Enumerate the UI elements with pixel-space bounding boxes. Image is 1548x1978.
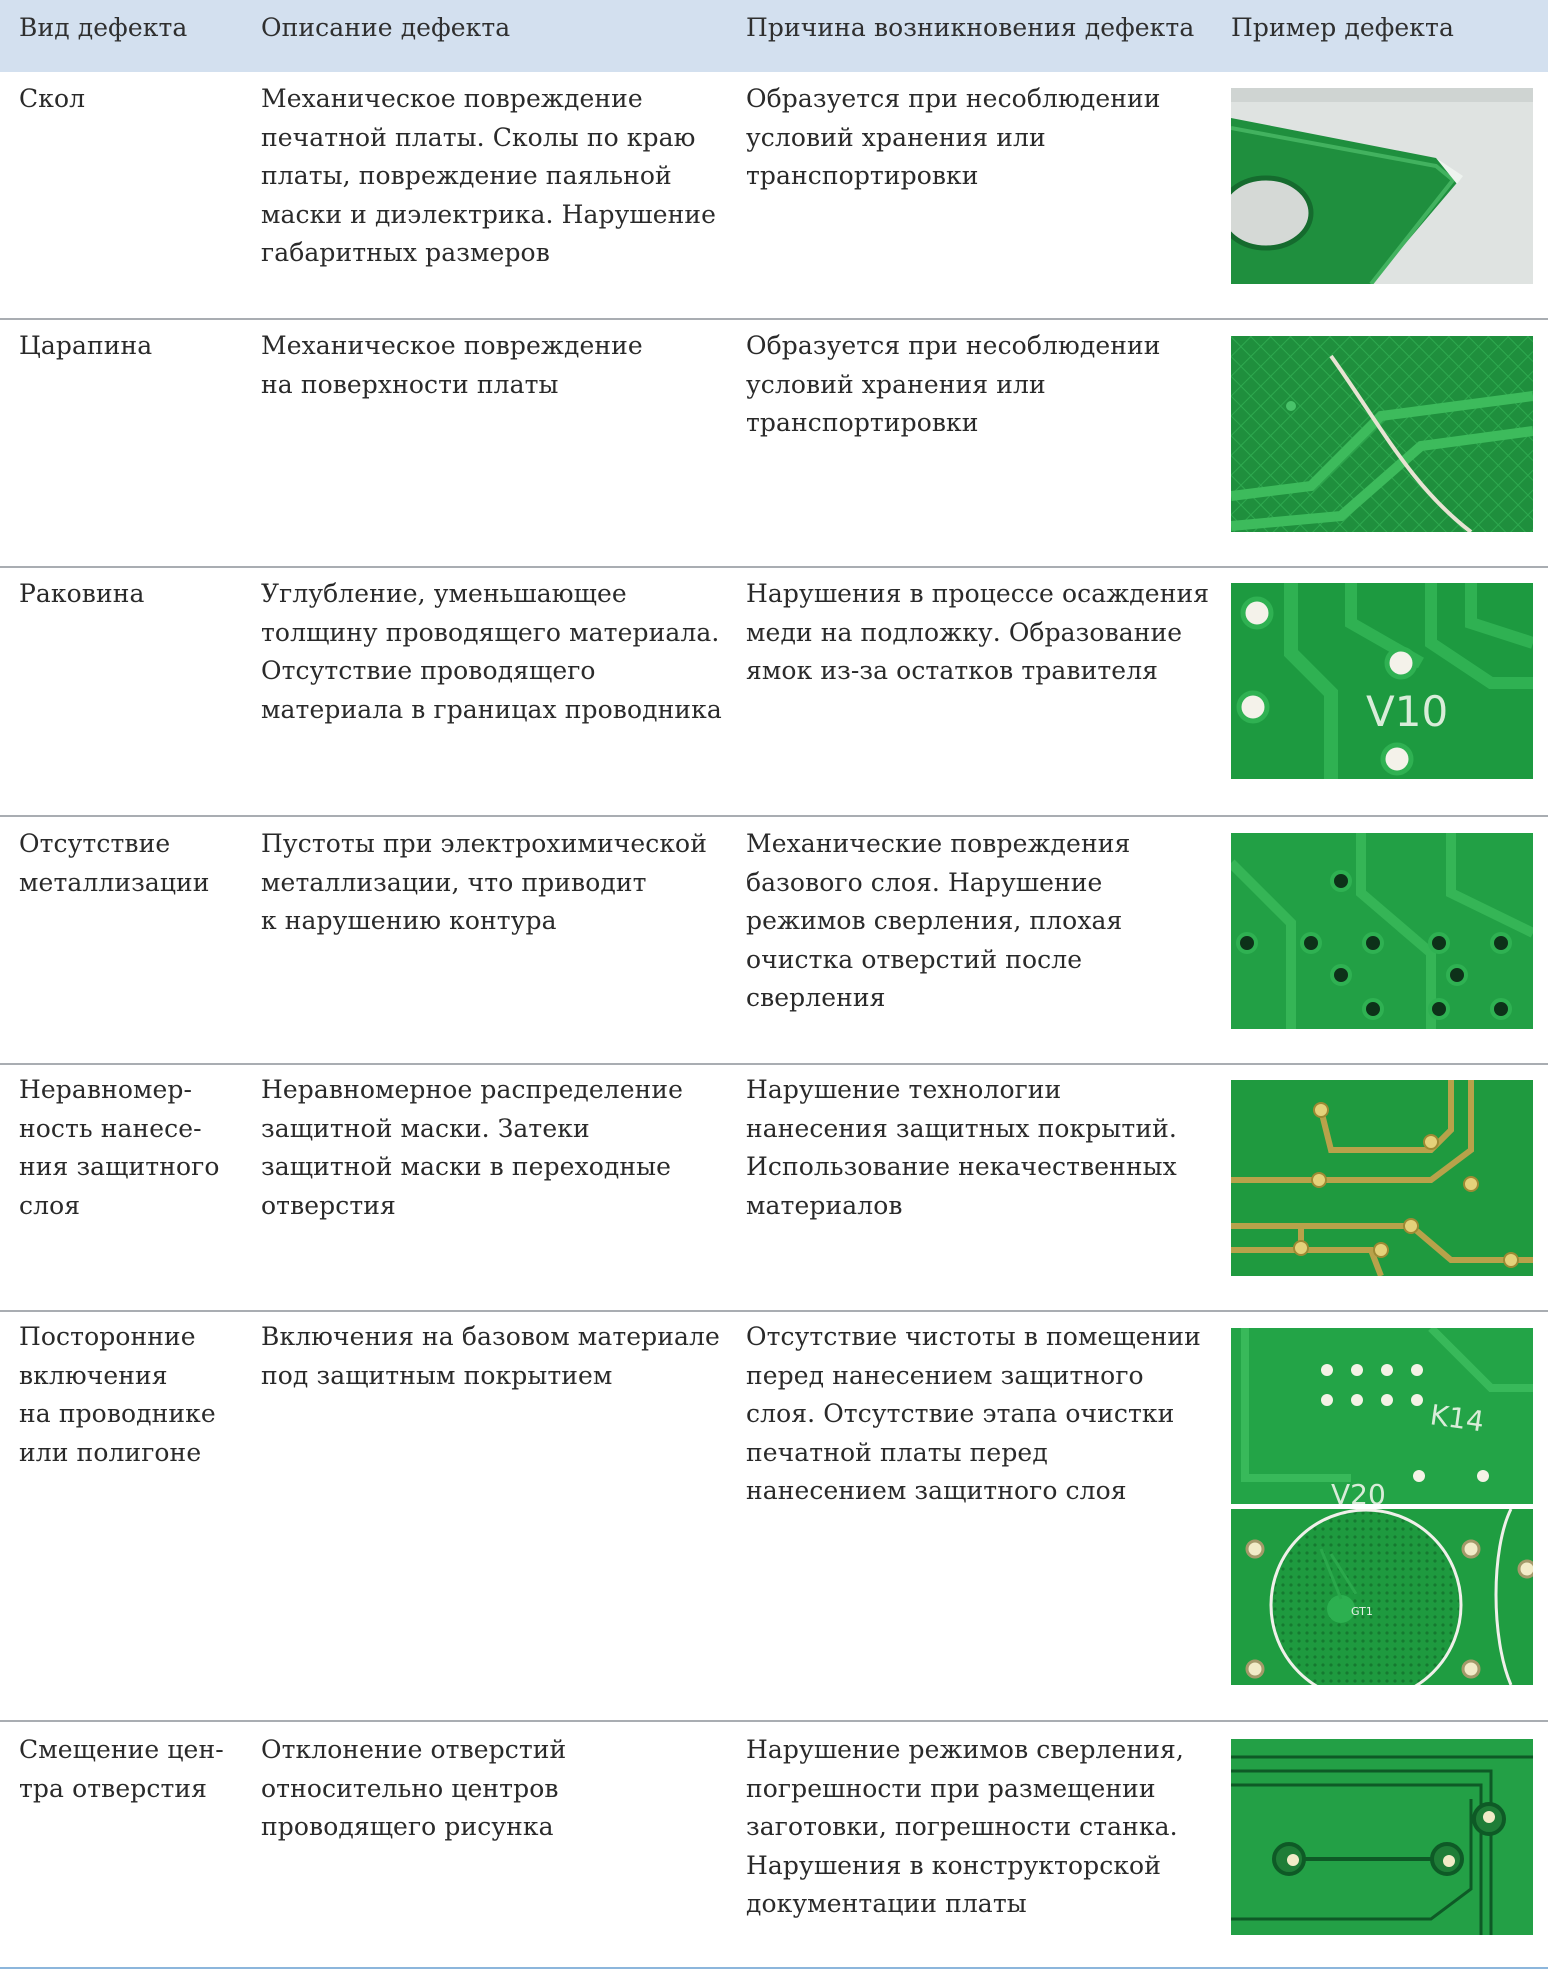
header-defect-example: Пример дефекта — [1231, 13, 1454, 42]
pit-defect-photo — [1231, 583, 1533, 779]
row-pit-cause: Нарушения в процессе осаждения меди на подложку. Образование ямок из-за остатков травителя — [746, 579, 1210, 685]
row-separator — [0, 1310, 1548, 1312]
hole-offset-defect-photo — [1231, 1739, 1533, 1935]
row-separator — [0, 1720, 1548, 1722]
silkscreen-label: V20 — [1331, 1478, 1386, 1504]
row-no-plating-cause: Механические повреждения базового слоя. Нарушение режимов сверления, плохая очистка отверстий после сверления — [746, 829, 1131, 1012]
row-separator — [0, 318, 1548, 320]
row-separator — [0, 1063, 1548, 1065]
row-scratch-cause: Образуется при несоблюдении условий хранения или транспортировки — [746, 331, 1161, 437]
inclusions-defect-photo-a — [1231, 1328, 1533, 1504]
header-defect-description: Описание дефекта — [261, 13, 511, 42]
row-uneven-coating-cause: Нарушение технологии нанесения защитных покрытий. Использование некачественных материалов — [746, 1075, 1177, 1220]
row-hole-offset-type: Смещение цен- тра отверстия — [19, 1735, 224, 1803]
row-separator — [0, 566, 1548, 568]
row-separator — [0, 815, 1548, 817]
row-chip-description: Механическое повреждение печатной платы. Сколы по краю платы, повреждение паяльной маски и диэлектрика. Нарушение габаритных размеров — [261, 84, 717, 267]
no-plating-defect-photo — [1231, 833, 1533, 1029]
row-scratch-type: Царапина — [19, 331, 153, 360]
row-scratch-description: Механическое повреждение на поверхности платы — [261, 331, 643, 399]
silkscreen-label: V10 — [1366, 687, 1449, 736]
row-inclusions-description: Включения на базовом материале под защитным покрытием — [261, 1322, 720, 1390]
header-defect-type: Вид дефекта — [19, 13, 188, 42]
row-chip-cause: Образуется при несоблюдении условий хранения или транспортировки — [746, 84, 1161, 190]
table-bottom-rule — [0, 1967, 1548, 1969]
silkscreen-label: K14 — [1428, 1398, 1487, 1439]
row-pit-description: Углубление, уменьшающее толщину проводящего материала. Отсутствие проводящего материала в границах проводника — [261, 579, 722, 724]
silkscreen-label: GT1 — [1351, 1605, 1373, 1618]
row-hole-offset-description: Отклонение отверстий относительно центров проводящего рисунка — [261, 1735, 567, 1841]
row-pit-type: Раковина — [19, 579, 145, 608]
row-uneven-coating-type: Неравномер- ность нанесе- ния защитного слоя — [19, 1075, 220, 1220]
row-no-plating-type: Отсутствие металлизации — [19, 829, 210, 897]
inclusions-defect-photo-b — [1231, 1509, 1533, 1685]
scratch-defect-photo — [1231, 336, 1533, 532]
row-hole-offset-cause: Нарушение режимов сверления, погрешности при размещении заготовки, погрешности станка. Нарушения в конструкторской документации платы — [746, 1735, 1184, 1918]
row-inclusions-type: Посторонние включения на проводнике или полигоне — [19, 1322, 216, 1467]
row-uneven-coating-description: Неравномерное распределение защитной маски. Затеки защитной маски в переходные отверстия — [261, 1075, 684, 1220]
header-defect-cause: Причина возникновения дефекта — [746, 13, 1195, 42]
row-inclusions-cause: Отсутствие чистоты в помещении перед нанесением защитного слоя. Отсутствие этапа очистки печатной платы перед нанесением защитного слоя — [746, 1322, 1201, 1505]
chip-defect-photo — [1231, 88, 1533, 284]
row-chip-type: Скол — [19, 84, 86, 113]
uneven-coating-defect-photo — [1231, 1080, 1533, 1276]
row-no-plating-description: Пустоты при электрохимической металлизации, что приводит к нарушению контура — [261, 829, 707, 935]
